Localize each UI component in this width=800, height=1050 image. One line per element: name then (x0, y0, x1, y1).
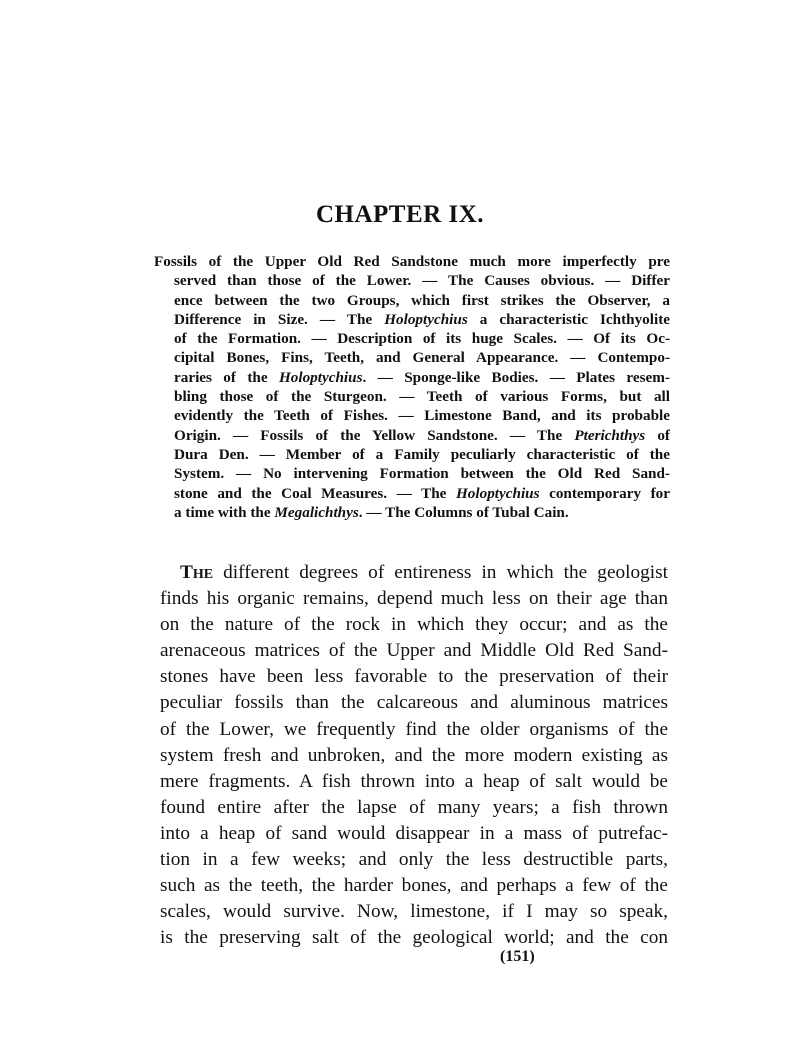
summary-line: Fossils of the Upper Old Red Sandstone much more imperfectly pre (154, 253, 670, 270)
body-line: of the Lower, we frequently find the older organisms of the (160, 718, 668, 740)
body-line: tion in a few weeks; and only the less destructible parts, (160, 849, 668, 871)
body-line: arenaceous matrices of the Upper and Middle Old Red Sand- (160, 640, 668, 662)
body-line: finds his organic remains, depend much less on their age than (160, 588, 668, 610)
summary-line: evidently the Teeth of Fishes. — Limestone Band, and its probable (174, 407, 670, 425)
chapter-title: CHAPTER IX. (315, 201, 484, 228)
summary-line: bling those of the Sturgeon. — Teeth of various Forms, but all (174, 388, 670, 406)
summary-line: stone and the Coal Measures. — The Holoptychius contemporary for (174, 484, 670, 502)
body-line: such as the teeth, the harder bones, and perhaps a few of the (160, 875, 668, 897)
summary-line: Origin. — Fossils of the Yellow Sandstone. — The Pterichthys of (174, 426, 670, 444)
summary-line: System. — No intervening Formation between the Old Red Sand- (174, 465, 670, 483)
summary-line: raries of the Holoptychius. — Sponge-like Bodies. — Plates resem- (174, 368, 670, 386)
body-line: on the nature of the rock in which they occur; and as the (160, 614, 668, 636)
opening-word: The (180, 562, 214, 583)
body-line: peculiar fossils than the calcareous and aluminous matrices (160, 692, 668, 714)
body-line: is the preserving salt of the geological world; and the con (160, 927, 668, 949)
summary-line: a time with the Megalichthys. — The Columns of Tubal Cain. (174, 503, 569, 521)
page-number: (151) (500, 948, 535, 965)
body-line: mere fragments. A fish thrown into a heap of salt would be (160, 770, 668, 792)
summary-line: Difference in Size. — The Holoptychius a characteristic Ichthyolite (174, 310, 670, 328)
body-line: into a heap of sand would disappear in a mass of putrefac- (160, 822, 668, 844)
body-line: found entire after the lapse of many years; a fish thrown (160, 796, 668, 818)
body-paragraph (160, 560, 668, 951)
body-line: system fresh and unbroken, and the more modern existing as (160, 744, 668, 766)
chapter-summary (156, 252, 670, 522)
summary-line: of the Formation. — Description of its huge Scales. — Of its Oc- (174, 330, 670, 348)
summary-line: served than those of the Lower. — The Causes obvious. — Differ (174, 272, 670, 290)
body-line: scales, would survive. Now, limestone, if I may so speak, (160, 901, 668, 923)
body-line: stones have been less favorable to the preservation of their (160, 666, 668, 688)
summary-line: ence between the two Groups, which first strikes the Observer, a (174, 291, 670, 309)
body-line: The different degrees of entireness in which the geologist (180, 562, 668, 583)
summary-line: cipital Bones, Fins, Teeth, and General Appearance. — Contempo- (174, 349, 670, 367)
summary-line: Dura Den. — Member of a Family peculiarly characteristic of the (174, 445, 670, 463)
